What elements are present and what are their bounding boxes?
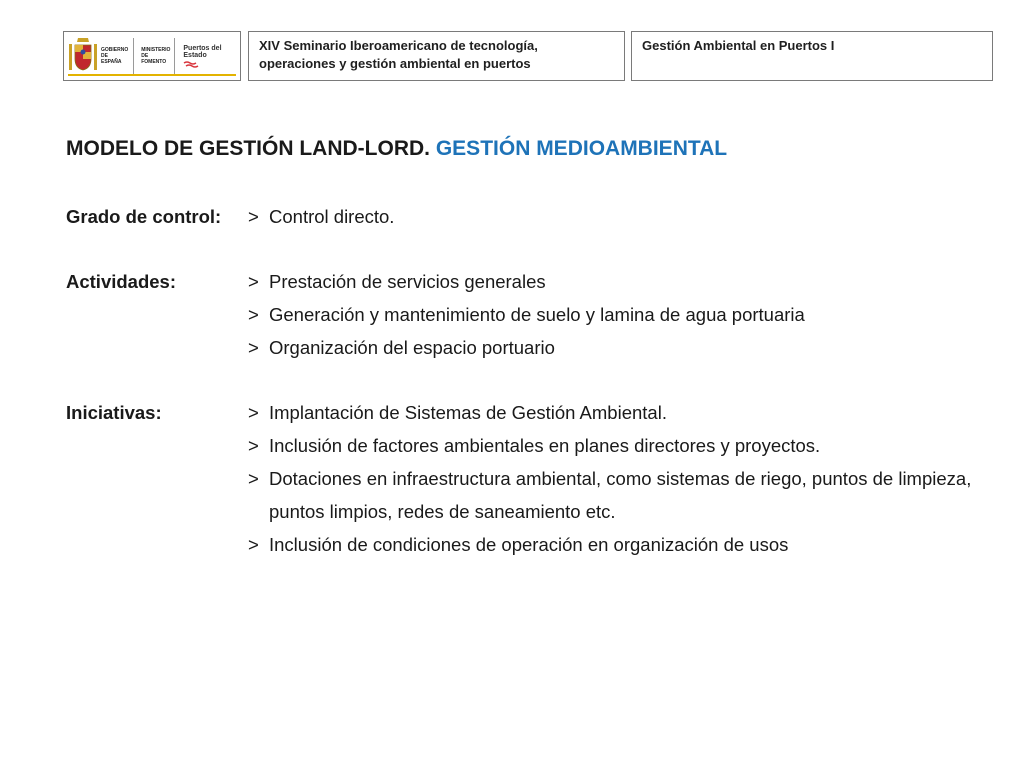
section-activities: [66, 265, 996, 364]
list-item-text: Organización del espacio portuario: [269, 337, 555, 358]
ministry-text: MINISTERIO DE FOMENTO: [141, 47, 171, 65]
list-item: [248, 265, 996, 298]
bullet: >: [248, 402, 259, 423]
logo-divider: [174, 38, 175, 74]
puertos-text: Puertos del Estado: [183, 44, 222, 59]
slide-content: [66, 200, 996, 561]
slide-title-accent: GESTIÓN MEDIOAMBIENTAL: [435, 137, 728, 160]
slide-title: [66, 137, 727, 161]
section-items: [248, 265, 996, 364]
list-item: [248, 396, 996, 429]
list-item: [248, 462, 996, 528]
list-item-text: Control directo.: [269, 206, 395, 227]
spain-coat-of-arms-icon: [68, 36, 98, 76]
bullet: >: [248, 271, 259, 292]
list-item-text: Implantación de Sistemas de Gestión Ambiental.: [269, 402, 667, 423]
bullet: >: [248, 337, 259, 358]
slide-title-main: MODELO DE GESTIÓN LAND-LORD.: [66, 137, 430, 160]
bullet: >: [248, 206, 259, 227]
bullet: >: [248, 534, 259, 555]
section-label: Actividades:: [66, 271, 177, 292]
seminar-title: XIV Seminario Iberoamericano de tecnología, operaciones y gestión ambiental en puertos: [259, 38, 538, 71]
seminar-title-box: [248, 31, 625, 81]
list-item: [248, 528, 996, 561]
government-text: GOBIERNO DE ESPAÑA: [101, 47, 129, 65]
header-logo-box: [63, 31, 241, 81]
list-item-text: Inclusión de condiciones de operación en organización de usos: [269, 534, 789, 555]
bullet: >: [248, 468, 259, 489]
bullet: >: [248, 304, 259, 325]
waves-icon: [183, 61, 199, 68]
list-item: [248, 200, 996, 233]
section-items: [248, 200, 996, 233]
list-item-text: Prestación de servicios generales: [269, 271, 546, 292]
list-item-text: Inclusión de factores ambientales en planes directores y proyectos.: [269, 435, 821, 456]
list-item: [248, 429, 996, 462]
puertos-del-estado-logo: [183, 45, 236, 68]
list-item-text: Generación y mantenimiento de suelo y lamina de agua portuaria: [269, 304, 805, 325]
list-item: [248, 298, 996, 331]
section-items: [248, 396, 996, 561]
topic-title: Gestión Ambiental en Puertos I: [642, 38, 835, 53]
list-item-text: Dotaciones en infraestructura ambiental, como sistemas de riego, puntos de limpieza, puntos limpios, redes de saneamiento etc.: [269, 468, 972, 522]
section-initiatives: [66, 396, 996, 561]
list-item: [248, 331, 996, 364]
section-control: [66, 200, 996, 233]
logo-divider: [133, 38, 134, 74]
bullet: >: [248, 435, 259, 456]
section-label: Grado de control:: [66, 206, 222, 227]
topic-box: [631, 31, 993, 81]
spacer: [66, 364, 996, 396]
logo-accent-line: [68, 74, 236, 76]
section-label: Iniciativas:: [66, 402, 162, 423]
spacer: [66, 233, 996, 265]
